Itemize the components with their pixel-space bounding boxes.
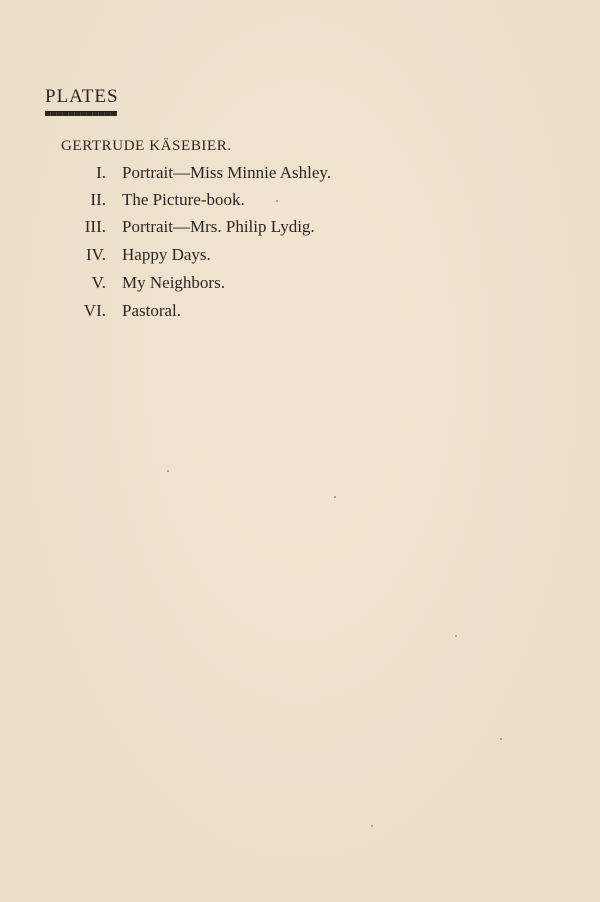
plate-item xyxy=(0,160,600,186)
plate-item xyxy=(0,214,600,240)
plate-numeral: I. xyxy=(96,163,106,182)
section-heading: PLATES xyxy=(45,86,119,107)
plate-numeral: VI. xyxy=(83,301,106,320)
plate-title: Pastoral. xyxy=(122,301,182,320)
plate-item xyxy=(0,270,600,296)
plate-title: Portrait—Miss Minnie Ashley. xyxy=(122,163,332,182)
paper-speck xyxy=(500,738,502,740)
plate-title: Portrait—Mrs. Philip Lydig. xyxy=(122,217,315,236)
plate-item xyxy=(0,298,600,324)
paper-speck xyxy=(455,635,457,637)
heading-underline-rule xyxy=(45,111,117,116)
plate-title: My Neighbors. xyxy=(122,273,225,292)
plate-item xyxy=(0,187,600,213)
plate-numeral: II. xyxy=(90,190,106,209)
paper-speck xyxy=(276,200,278,202)
plate-title: Happy Days. xyxy=(122,245,211,264)
plate-title: The Picture-book. xyxy=(122,190,245,209)
plate-numeral: V. xyxy=(91,273,106,292)
plate-item xyxy=(0,242,600,268)
paper-speck xyxy=(371,825,373,827)
paper-speck xyxy=(167,470,169,472)
author-name: GERTRUDE KÄSEBIER. xyxy=(61,138,232,154)
paper-speck xyxy=(334,496,336,498)
plate-numeral: IV. xyxy=(86,245,106,264)
plate-numeral: III. xyxy=(84,217,106,236)
